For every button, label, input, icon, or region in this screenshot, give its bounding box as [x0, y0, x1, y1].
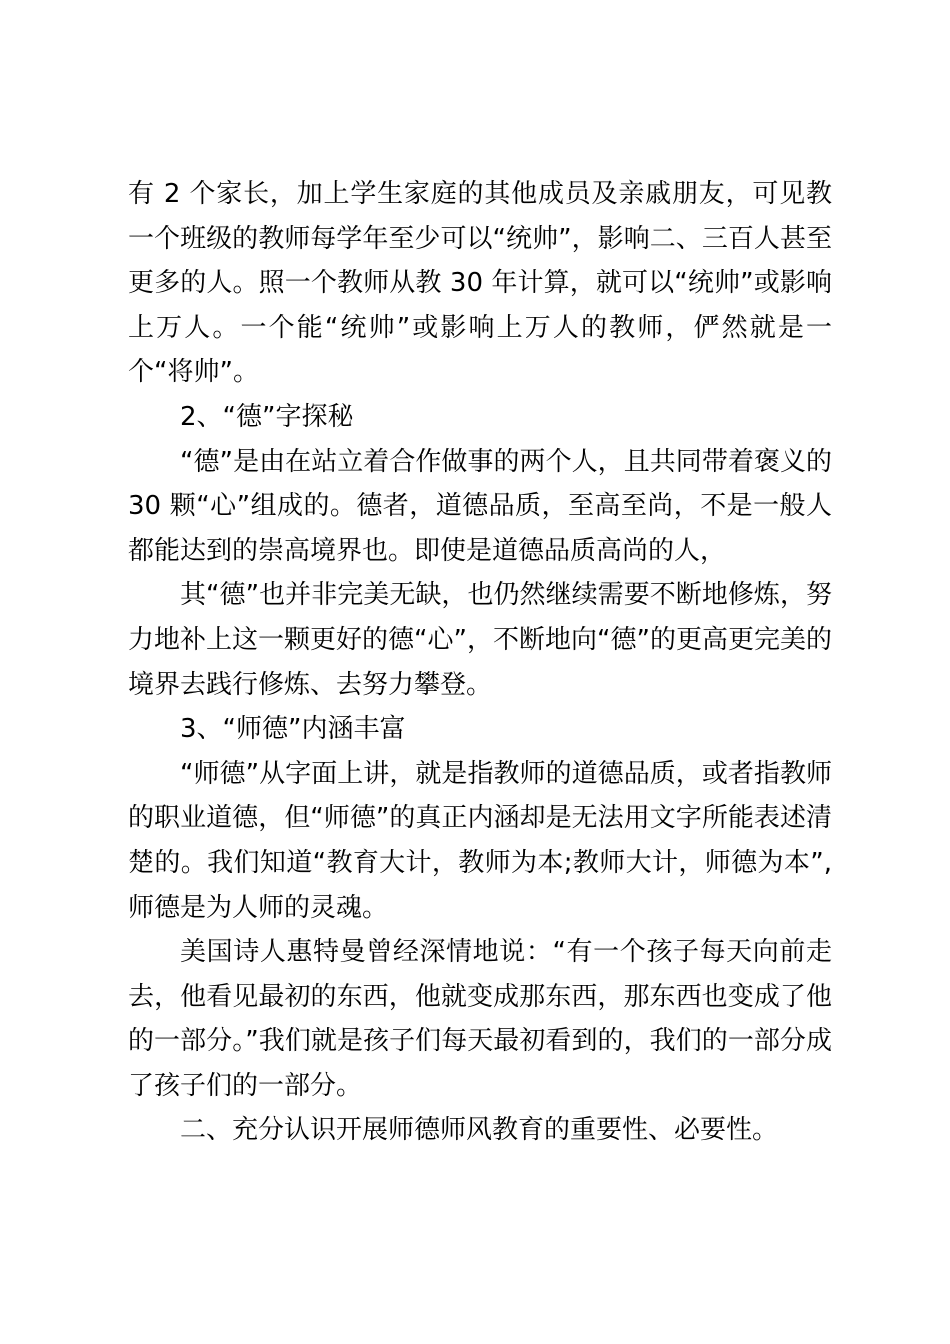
paragraph-1: 有 2 个家长，加上学生家庭的其他成员及亲戚朋友，可见教一个班级的教师每学年至少可以“统帅”，影响二、三百人甚至更多的人。照一个教师从教 30 年计算，就可以“统帅”或影响上万人。一个能“统帅”或影响上万人的教师，俨然就是一个“将帅”。 — [128, 179, 832, 388]
paragraph-4: 其“德”也并非完美无缺，也仍然继续需要不断地修炼，努力地补上这一颗更好的德“心”，不断地向“德”的更高更完美的境界去践行修炼、去努力攀登。 — [128, 580, 832, 700]
document-body — [128, 172, 832, 1153]
section-heading-3: 3、“师德”内涵丰富 — [180, 714, 406, 745]
paragraph-3: “德”是由在站立着合作做事的两个人，且共同带着褒义的 30 颗“心”组成的。德者，道德品质，至高至尚，不是一般人都能达到的崇高境界也。即使是道德品质高尚的人， — [128, 446, 832, 566]
paragraph-7: 美国诗人惠特曼曾经深情地说：“有一个孩子每天向前走去，他看见最初的东西，他就变成那东西，那东西也变成了他的一部分。”我们就是孩子们每天最初看到的，我们的一部分成了孩子们的一部分。 — [128, 937, 832, 1101]
section-heading-2: 2、“德”字探秘 — [180, 401, 354, 432]
section-heading-two: 二、充分认识开展师德师风教育的重要性、必要性。 — [180, 1115, 779, 1146]
paragraph-6: “师德”从字面上讲，就是指教师的道德品质，或者指教师的职业道德，但“师德”的真正内涵却是无法用文字所能表述清楚的。我们知道“教育大计，教师为本;教师大计，师德为本”,师德是为人师的灵魂。 — [128, 758, 832, 923]
